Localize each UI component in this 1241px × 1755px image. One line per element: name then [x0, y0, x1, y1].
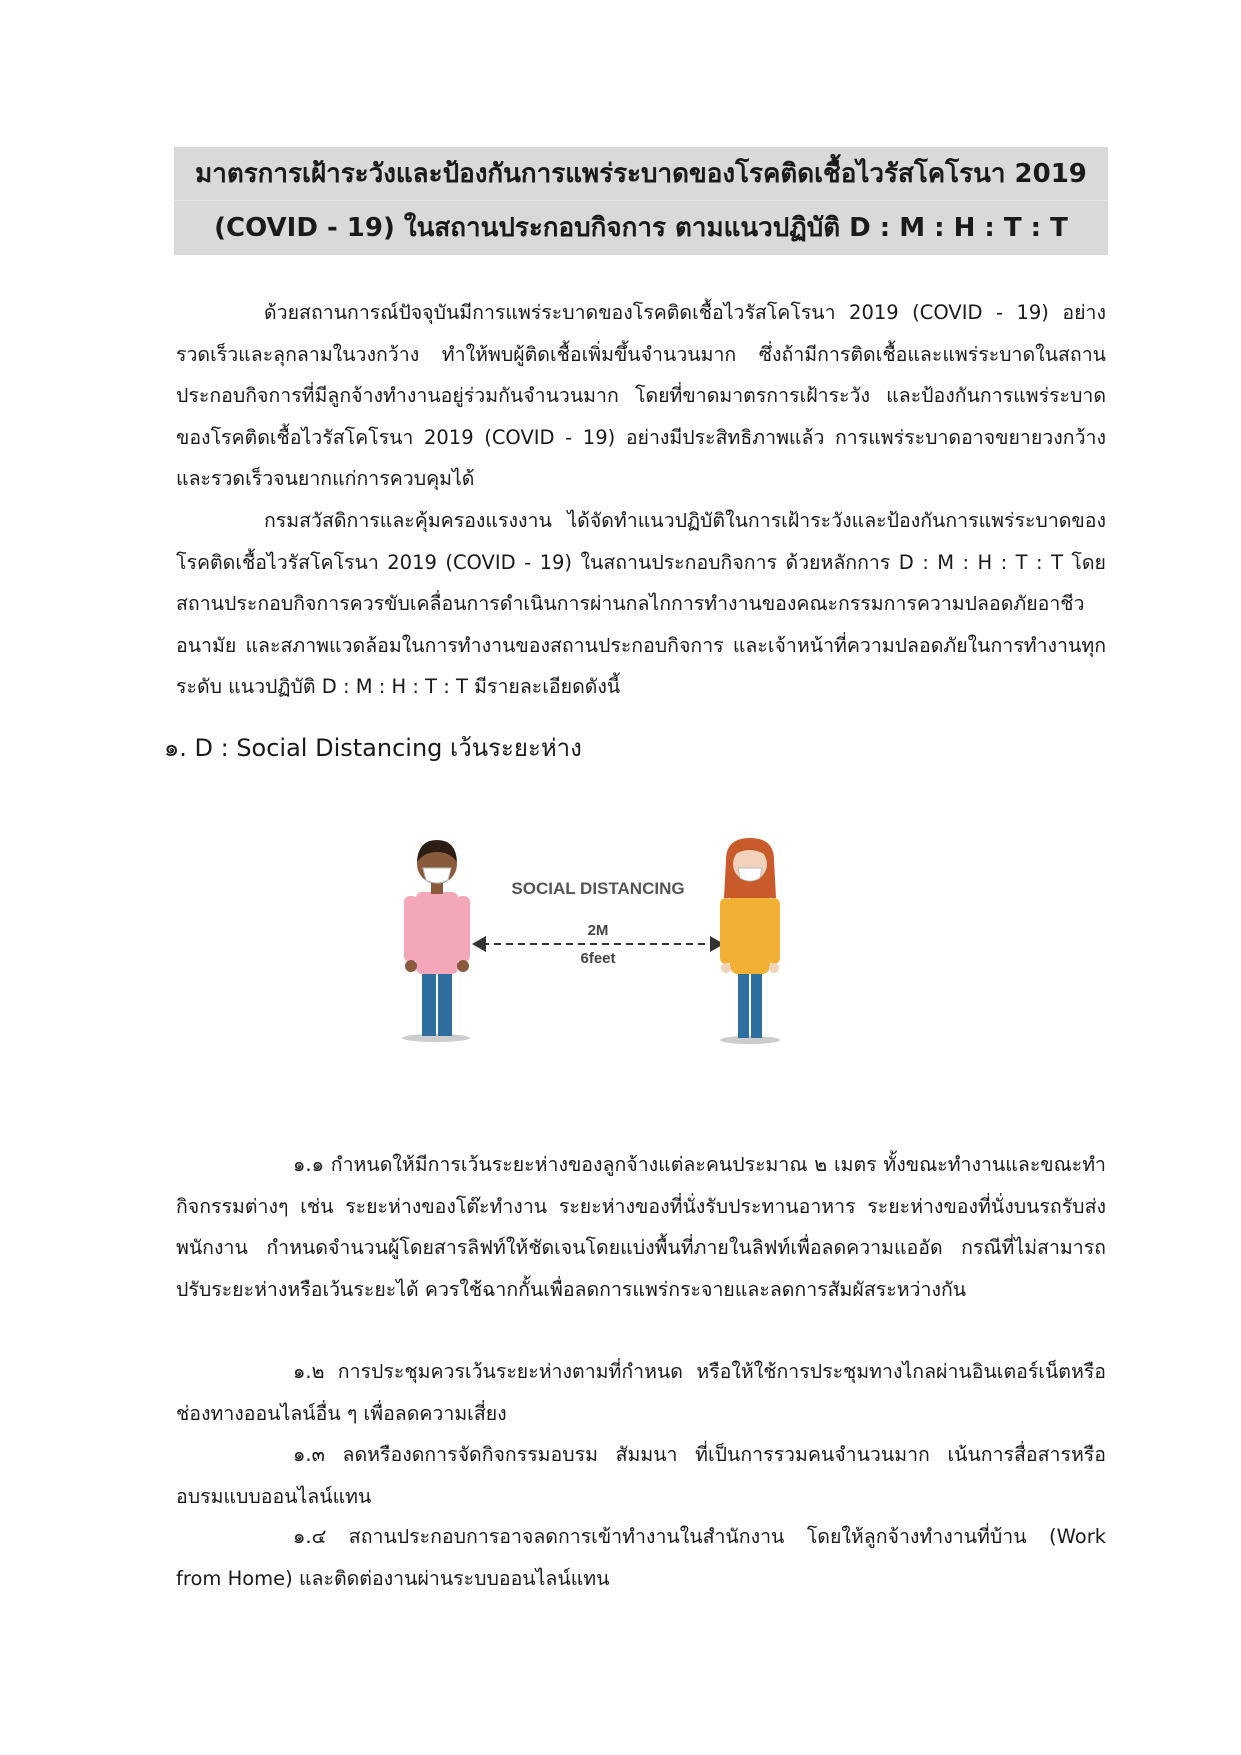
intro-paragraph-1 [176, 292, 1106, 500]
male-shirt [416, 892, 458, 974]
item-1-2 [176, 1351, 1106, 1434]
item-1-3-text: ๑.๓ ลดหรืองดการจัดกิจกรรมอบรม สัมมนา ที่เป็นการรวมคนจำนวนมาก เน้นการสื่อสารหรืออบรมแบบออนไลน์แทน [176, 1443, 1106, 1508]
document-title-line-1: มาตรการเฝ้าระวังและป้องกันการแพร่ระบาดของโรคติดเชื้อไวรัสโคโรนา 2019 [195, 159, 1087, 189]
section-1-heading: ๑. D : Social Distancing เว้นระยะห่าง [164, 734, 582, 762]
item-1-2-text: ๑.๒ การประชุมควรเว้นระยะห่างตามที่กำหนด หรือให้ใช้การประชุมทางไกลผ่านอินเตอร์เน็ตหรือช่องทางออนไลน์อื่น ๆ เพื่อลดความเสี่ยง [176, 1360, 1106, 1425]
male-pants-right [438, 970, 452, 1036]
female-shirt [730, 892, 770, 974]
female-mask [738, 868, 762, 881]
male-pants-left [422, 970, 436, 1036]
item-1-4 [176, 1516, 1106, 1599]
male-person-icon [402, 840, 470, 1042]
item-1-1 [176, 1144, 1106, 1310]
title-box [174, 147, 1108, 255]
male-mask [423, 868, 451, 883]
female-person-icon [720, 838, 780, 1044]
intro-paragraph-2 [176, 500, 1106, 708]
figure-distance-ft: 6feet [580, 950, 616, 967]
item-1-1-text: ๑.๑ กำหนดให้มีการเว้นระยะห่างของลูกจ้างแต่ละคนประมาณ ๒ เมตร ทั้งขณะทำงานและขณะทำกิจกรรมต่างๆ เช่น ระยะห่างของโต๊ะทำงาน ระยะห่างของที่นั่งรับประทานอาหาร ระยะห่างของที่นั่งบนรถรับส่งพนักงาน กำหนดจำนวนผู้โดยสารลิฟท์ให้ชัดเจนโดยแบ่งพื้นที่ภายในลิฟท์เพื่อลดความแออัด กรณีที่ไม่สามารถปรับระยะห่างหรือเว้นระยะได้ ควรใช้ฉากกั้นเพื่อลดการแพร่กระจายและลดการสัมผัสระหว่างกัน [176, 1153, 1106, 1301]
figure-label: SOCIAL DISTANCING [511, 879, 685, 898]
document-title-line-2: (COVID - 19) ในสถานประกอบกิจการ ตามแนวปฏิบัติ D : M : H : T : T [214, 213, 1068, 243]
figure-distance-m: 2M [587, 922, 609, 939]
item-1-4-text: ๑.๔ สถานประกอบการอาจลดการเข้าทำงานในสำนักงาน โดยให้ลูกจ้างทำงานที่บ้าน (Work from Home) และติดต่องานผ่านระบบออนไลน์แทน [176, 1525, 1106, 1590]
social-distancing-illustration [388, 820, 808, 1060]
item-1-3 [176, 1434, 1106, 1517]
intro-paragraph-2-text: กรมสวัสดิการและคุ้มครองแรงงาน ได้จัดทำแนวปฏิบัติในการเฝ้าระวังและป้องกันการแพร่ระบาดของโรคติดเชื้อไวรัสโคโรนา 2019 (COVID - 19) ในสถานประกอบกิจการ ด้วยหลักการ D : M : H : T : T โดยสถานประกอบกิจการควรขับเคลื่อนการดำเนินการผ่านกลไกการทำงานของคณะกรรมการความปลอดภัยอาชีวอนามัย และสภาพแวดล้อมในการทำงานของสถานประกอบกิจการ และเจ้าหน้าที่ความปลอดภัยในการทำงานทุกระดับ แนวปฏิบัติ D : M : H : T : T มีรายละเอียดดังนี้ [176, 509, 1106, 698]
intro-paragraph-1-text: ด้วยสถานการณ์ปัจจุบันมีการแพร่ระบาดของโรคติดเชื้อไวรัสโคโรนา 2019 (COVID - 19) อย่างรวดเร็วและลุกลามในวงกว้าง ทำให้พบผู้ติดเชื้อเพิ่มขึ้นจำนวนมาก ซึ่งถ้ามีการติดเชื้อและแพร่ระบาดในสถานประกอบกิจการที่มีลูกจ้างทำงานอยู่ร่วมกันจำนวนมาก โดยที่ขาดมาตรการเฝ้าระวัง และป้องกันการแพร่ระบาดของโรคติดเชื้อไวรัสโคโรนา 2019 (COVID - 19) อย่างมีประสิทธิภาพแล้ว การแพร่ระบาดอาจขยายวงกว้างและรวดเร็วจนยากแก่การควบคุมได้ [176, 301, 1106, 490]
